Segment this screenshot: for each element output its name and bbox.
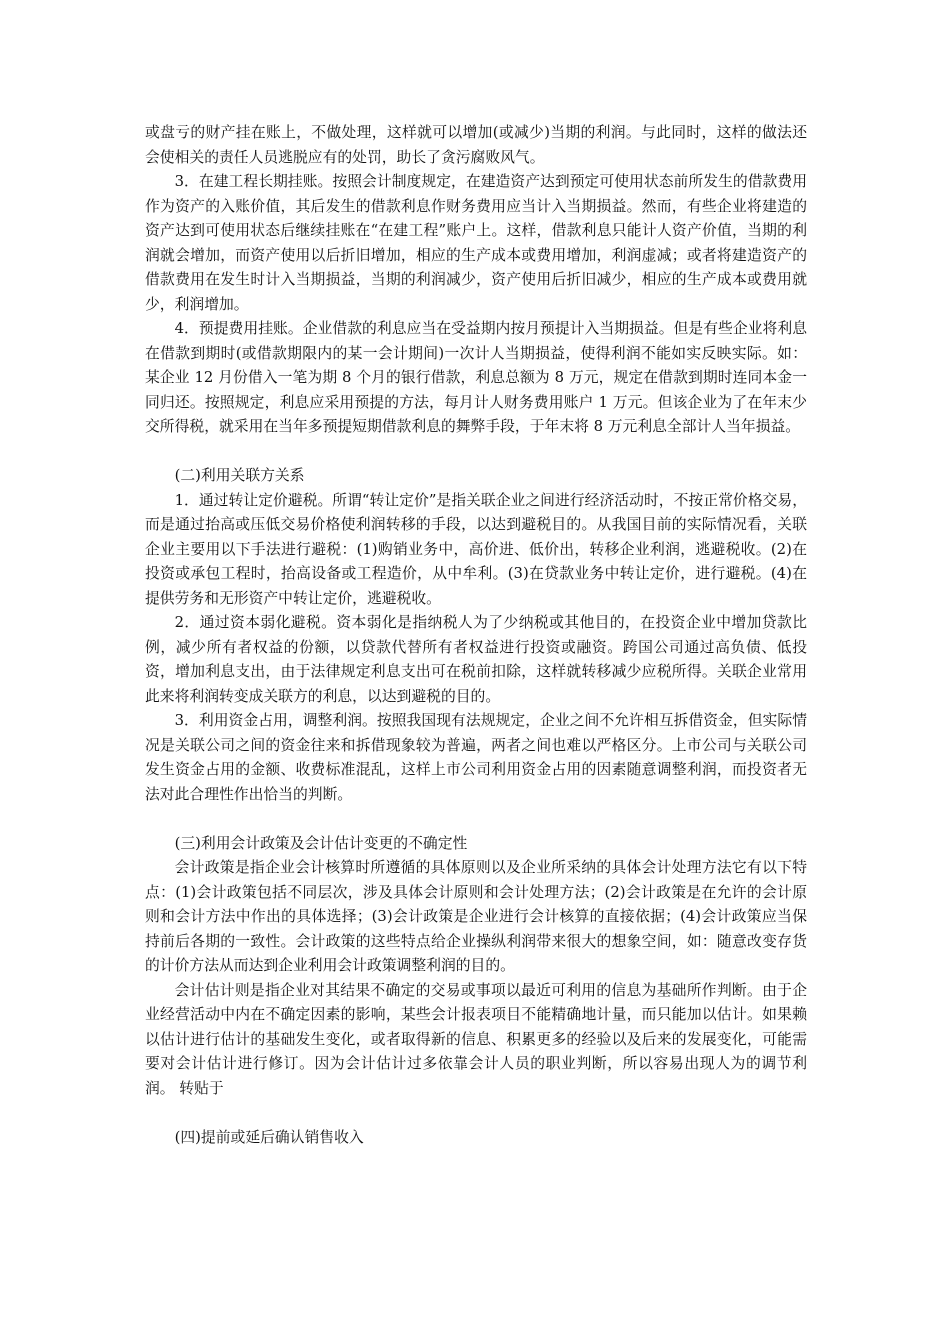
paragraph-thin-capitalization: 2．通过资本弱化避税。资本弱化是指纳税人为了少纳税或其他目的，在投资企业中增加贷款比例，减少所有者权益的份额，以贷款代替所有者权益进行投资或融资。跨国公司通过高负债、低投资，增加利息支出，由于法律规定利息支出可在税前扣除，这样就转移减少应税所得。关联企业常用此来将利润转变成关联方的利息，以达到避税的目的。	[145, 614, 807, 705]
document-body	[145, 121, 807, 1150]
section-heading-related-party: (二)利用关联方关系	[174, 467, 305, 484]
paragraph-construction-in-progress: 3．在建工程长期挂账。按照会计制度规定，在建造资产达到预定可使用状态前所发生的借款费用作为资产的入账价值，其后发生的借款利息作财务费用应当计入当期损益。然而，有些企业将建造的资产达到可使用状态后继续挂账在“在建工程”账户上。这样，借款利息只能计人资产价值，当期的利润就会增加，而资产使用以后折旧增加，相应的生产成本或费用增加，利润虚减；或者将建造资产的借款费用在发生时计入当期损益，当期的利润减少，资产使用后折旧减少，相应的生产成本或费用就少，利润增加。	[145, 173, 807, 313]
paragraph-accounting-policy: 会计政策是指企业会计核算时所遵循的具体原则以及企业所采纳的具体会计处理方法它有以下特点：(1)会计政策包括不同层次，涉及具体会计原则和会计处理方法；(2)会计政策是在允许的会计原则和会计方法中作出的具体选择；(3)会计政策是企业进行会计核算的直接依据；(4)会计政策应当保持前后各期的一致性。会计政策的这些特点给企业操纵利润带来很大的想象空间，如：随意改变存货的计价方法从而达到企业利用会计政策调整利润的目的。	[145, 859, 807, 974]
paragraph-continuation: 或盘亏的财产挂在账上，不做处理，这样就可以增加(或减少)当期的利润。与此同时，这样的做法还会使相关的责任人员逃脱应有的处罚，助长了贪污腐败风气。	[145, 124, 807, 166]
paragraph-transfer-pricing: 1．通过转让定价避税。所谓“转让定价”是指关联企业之间进行经济活动时，不按正常价格交易，而是通过抬高或压低交易价格使利润转移的手段，以达到避税目的。从我国目前的实际情况看，关联企业主要用以下手法进行避税：(1)购销业务中，高价进、低价出，转移企业利润，逃避税收。(2)在投资或承包工程时，抬高设备或工程造价，从中牟利。(3)在贷款业务中转让定价，进行避税。(4)在提供劳务和无形资产中转让定价，逃避税收。	[145, 491, 807, 607]
paragraph-fund-occupation: 3．利用资金占用，调整利润。按照我国现有法规规定，企业之间不允许相互拆借资金，但实际情况是关联公司之间的资金往来和拆借现象较为普遍，两者之间也难以严格区分。上市公司与关联公司发生资金占用的金额、收费标准混乱，这样上市公司利用资金占用的因素随意调整利润，而投资者无法对此合理性作出恰当的判断。	[145, 712, 807, 803]
paragraph-accounting-estimate: 会计估计则是指企业对其结果不确定的交易或事项以最近可利用的信息为基础所作判断。由于企业经营活动中内在不确定因素的影响，某些会计报表项目不能精确地计量，而只能加以估计。如果赖以估计进行估计的基础发生变化，或者取得新的信息、积累更多的经验以及后来的发展变化，可能需要对会计估计进行修订。因为会计估计过多依靠会计人员的职业判断，所以容易出现人为的调节利润。 转贴于	[145, 981, 807, 1097]
paragraph-accrued-expenses: 4．预提费用挂账。企业借款的利息应当在受益期内按月预提计入当期损益。但是有些企业将利息在借款到期时(或借款期限内的某一会计期间)一次计人当期损益，使得利润不能如实反映实际。如：某企业 12 月份借入一笔为期 8 个月的银行借款，利息总额为 8 万元，规定在借款到期时连同本金一同归还。按照规定，利息应采用预提的方法，每月计人财务费用账户 1 万元。但该企业为了在年末少交所得税，就采用在当年多预提短期借款利息的舞弊手段，于年末将 8 万元利息全部计人当年损益。	[145, 320, 807, 435]
section-heading-revenue-recognition: (四)提前或延后确认销售收入	[174, 1128, 364, 1146]
section-heading-accounting-policy: (三)利用会计政策及会计估计变更的不确定性	[174, 834, 468, 852]
